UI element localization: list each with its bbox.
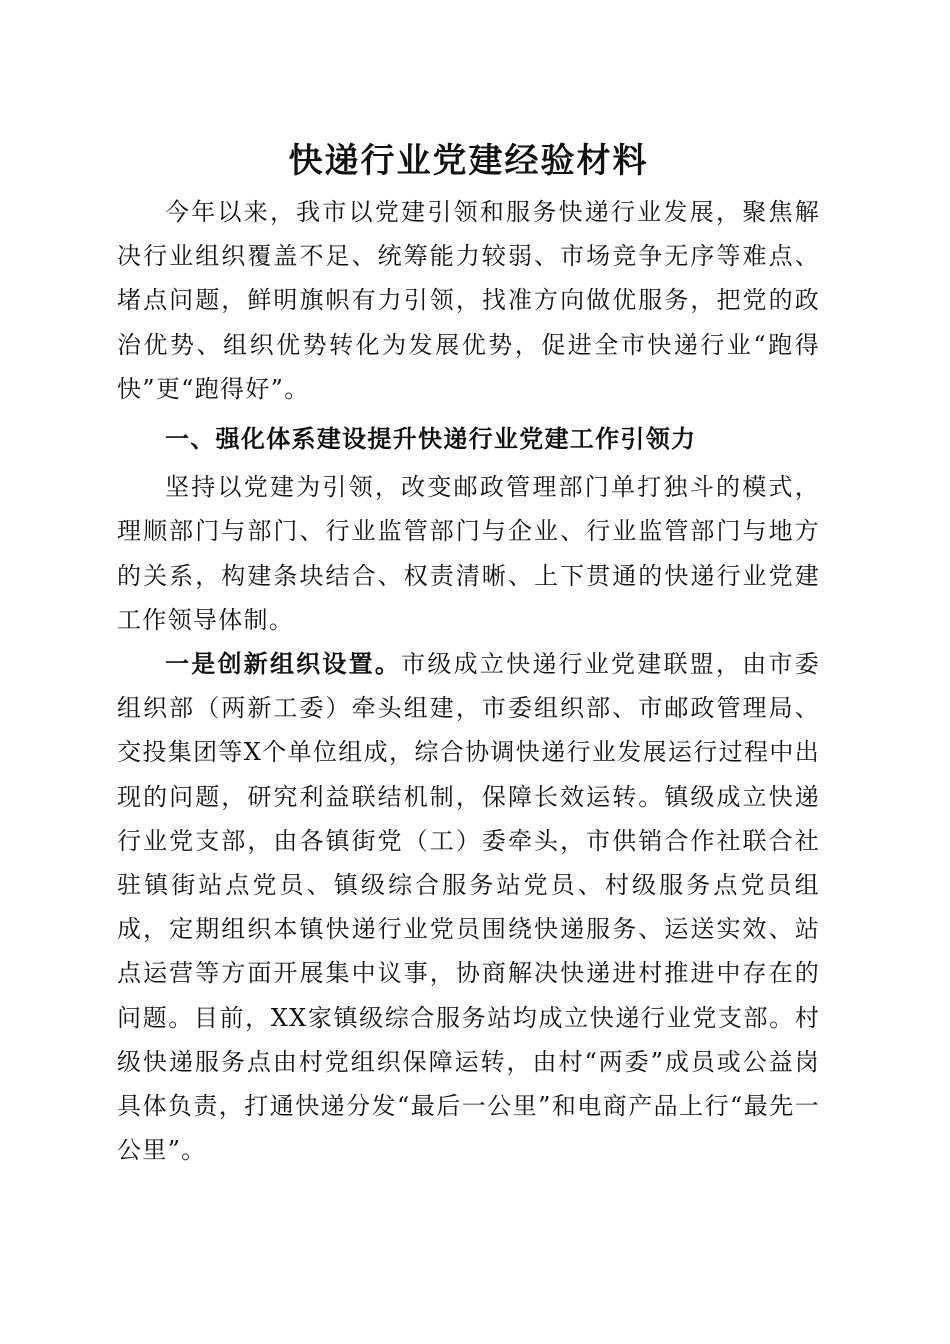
section-1-paragraph: 坚持以党建为引领，改变邮政管理部门单打独斗的模式，理顺部门与部门、行业监管部门与企业、行业监管部门与地方的关系，构建条块结合、权责清晰、上下贯通的快递行业党建工作领导体制。 (117, 473, 820, 634)
point-1-lead: 一是创新组织设置。 (165, 649, 402, 679)
section-heading-1: 一、强化体系建设提升快递行业党建工作引领力 (165, 424, 697, 454)
section-1-point-1 (117, 642, 820, 1172)
point-1-text: 市级成立快递行业党建联盟，由市委组织部（两新工委）牵头组建，市委组织部、市邮政管理局、交投集团等X个单位组成，综合协调快递行业发展运行过程中出现的问题，研究利益联结机制，保障长效运转。镇级成立快递行业党支部，由各镇街党（工）委牵头，市供销合作社联合社驻镇街站点党员、镇级综合服务站党员、村级服务点党员组成，定期组织本镇快递行业党员围绕快递服务、运送实效、站点运营等方面开展集中议事，协商解决快递进村推进中存在的问题。目前，XX家镇级综合服务站均成立快递行业党支部。村级快递服务点由村党组织保障运转，由村“两委”成员或公益岗具体负责，打通快递分发“最后一公里”和电商产品上行“最先一公里”。 (117, 650, 820, 1165)
document-title: 快递行业党建经验材料 (288, 141, 649, 181)
intro-paragraph: 今年以来，我市以党建引领和服务快递行业发展，聚焦解决行业组织覆盖不足、统筹能力较弱、市场竞争无序等难点、堵点问题，鲜明旗帜有力引领，找准方向做优服务，把党的政治优势、组织优势转化为发展优势，促进全市快递行业“跑得快”更“跑得好”。 (117, 198, 820, 403)
